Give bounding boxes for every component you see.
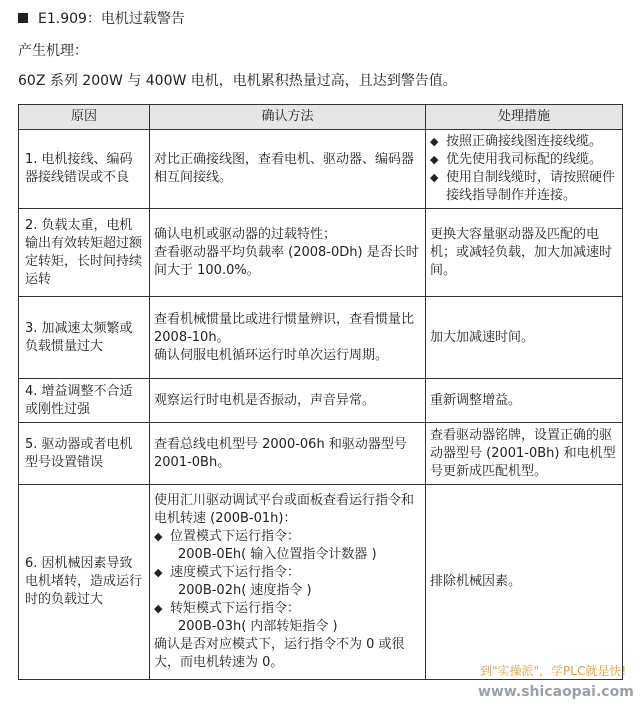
confirm-text: 对比正确接线图，查看电机、驱动器、编码器相互间接线。 — [154, 152, 415, 185]
watermark-slogan: 到"实操派"，学PLC就是快! — [480, 664, 627, 678]
table-row — [19, 379, 623, 423]
diamond-bullet-icon: ◆ — [430, 153, 439, 166]
table-row — [19, 423, 623, 485]
header-action: 处理措施 — [426, 105, 623, 130]
list-item — [154, 564, 421, 582]
diamond-bullet-icon: ◆ — [430, 171, 439, 184]
mode-title: 转矩模式下运行指令： — [170, 601, 301, 616]
confirm-cell — [150, 209, 426, 297]
mode-value: 200B-03h( 内部转矩指令 ) — [178, 619, 338, 634]
table-row — [19, 130, 623, 209]
cause-cell: 1. 电机接线、编码器接线错误或不良 — [19, 130, 150, 209]
list-item — [154, 528, 421, 546]
header-confirm: 确认方法 — [150, 105, 426, 130]
action-cell: 更换大容量驱动器及匹配的电机；或减轻负载，加大加减速时间。 — [426, 209, 623, 297]
confirm-outro: 确认是否对应模式下，运行指令不为 0 或很大，而电机转速为 0。 — [154, 637, 405, 670]
mechanism-description: 60Z 系列 200W 与 400W 电机，电机累积热量过高，且达到警告值。 — [18, 73, 457, 89]
confirm-cell — [150, 130, 426, 209]
cause-cell: 2. 负载太重，电机输出有效转矩超过额定转矩，长时间持续运转 — [19, 209, 150, 297]
mode-value: 200B-0Eh( 输入位置指令计数器 ) — [178, 547, 377, 562]
cause-cell: 4. 增益调整不合适或刚性过强 — [19, 379, 150, 423]
confirm-cell — [150, 485, 426, 680]
list-item — [430, 169, 618, 205]
action-cell: 加大加减速时间。 — [426, 297, 623, 379]
heading-text: E1.909：电机过载警告 — [38, 11, 185, 27]
section-heading — [18, 8, 185, 28]
diamond-bullet-icon: ◆ — [154, 566, 163, 579]
confirm-text: 查看驱动器平均负载率 (2008-0Dh) 是否长时间大于 100.0%。 — [154, 244, 419, 278]
table-header-row — [19, 105, 623, 130]
list-item — [154, 600, 421, 618]
list-item — [430, 151, 618, 169]
action-text: 优先使用我司标配的线缆。 — [446, 152, 603, 167]
watermark-url: www.shicaopai.com — [478, 684, 634, 700]
header-cause: 原因 — [19, 105, 150, 130]
diamond-bullet-icon: ◆ — [154, 602, 163, 615]
action-text: 使用自制线缆时，请按照硬件接线指导制作并连接。 — [446, 170, 616, 203]
action-cell: 重新调整增益。 — [426, 379, 623, 423]
diamond-bullet-icon: ◆ — [430, 135, 439, 148]
cause-cell: 5. 驱动器或者电机型号设置错误 — [19, 423, 150, 485]
mode-title: 位置模式下运行指令： — [170, 529, 301, 544]
action-cell — [426, 130, 623, 209]
diamond-bullet-icon: ◆ — [154, 530, 163, 543]
confirm-cell — [150, 297, 426, 379]
cause-cell: 3. 加减速太频繁或负载惯量过大 — [19, 297, 150, 379]
confirm-text: 确认伺服电机循环运行时单次运行周期。 — [154, 347, 389, 363]
cause-cell: 6. 因机械因素导致电机堵转，造成运行时的负载过大 — [19, 485, 150, 680]
action-text: 按照正确接线图连接线缆。 — [446, 134, 603, 149]
confirm-text: 观察运行时电机是否振动，声音异常。 — [154, 392, 376, 408]
confirm-cell — [150, 379, 426, 423]
confirm-text: 确认电机或驱动器的过载特性； — [154, 226, 337, 242]
confirm-text: 查看机械惯量比或进行惯量辨识，查看惯量比 2008-10h。 — [154, 311, 415, 345]
action-cell: 排除机械因素。 — [426, 485, 623, 680]
mode-value: 200B-02h( 速度指令 ) — [178, 583, 312, 598]
confirm-text: 查看总线电机型号 2000-06h 和驱动器型号 2001-0Bh。 — [154, 436, 407, 470]
table-row — [19, 485, 623, 680]
diagnosis-table — [18, 104, 623, 680]
square-bullet-icon — [18, 13, 28, 23]
confirm-intro: 使用汇川驱动调试平台或面板查看运行指令和电机转速 (200B-01h)： — [154, 493, 415, 526]
action-cell: 查看驱动器铭牌，设置正确的驱动器型号 (2001-0Bh) 和电机型号更新成匹配机型。 — [426, 423, 623, 485]
mechanism-label: 产生机理： — [18, 43, 88, 59]
table-row — [19, 209, 623, 297]
confirm-cell — [150, 423, 426, 485]
mode-title: 速度模式下运行指令： — [170, 565, 301, 580]
table-row — [19, 297, 623, 379]
list-item — [430, 133, 618, 151]
